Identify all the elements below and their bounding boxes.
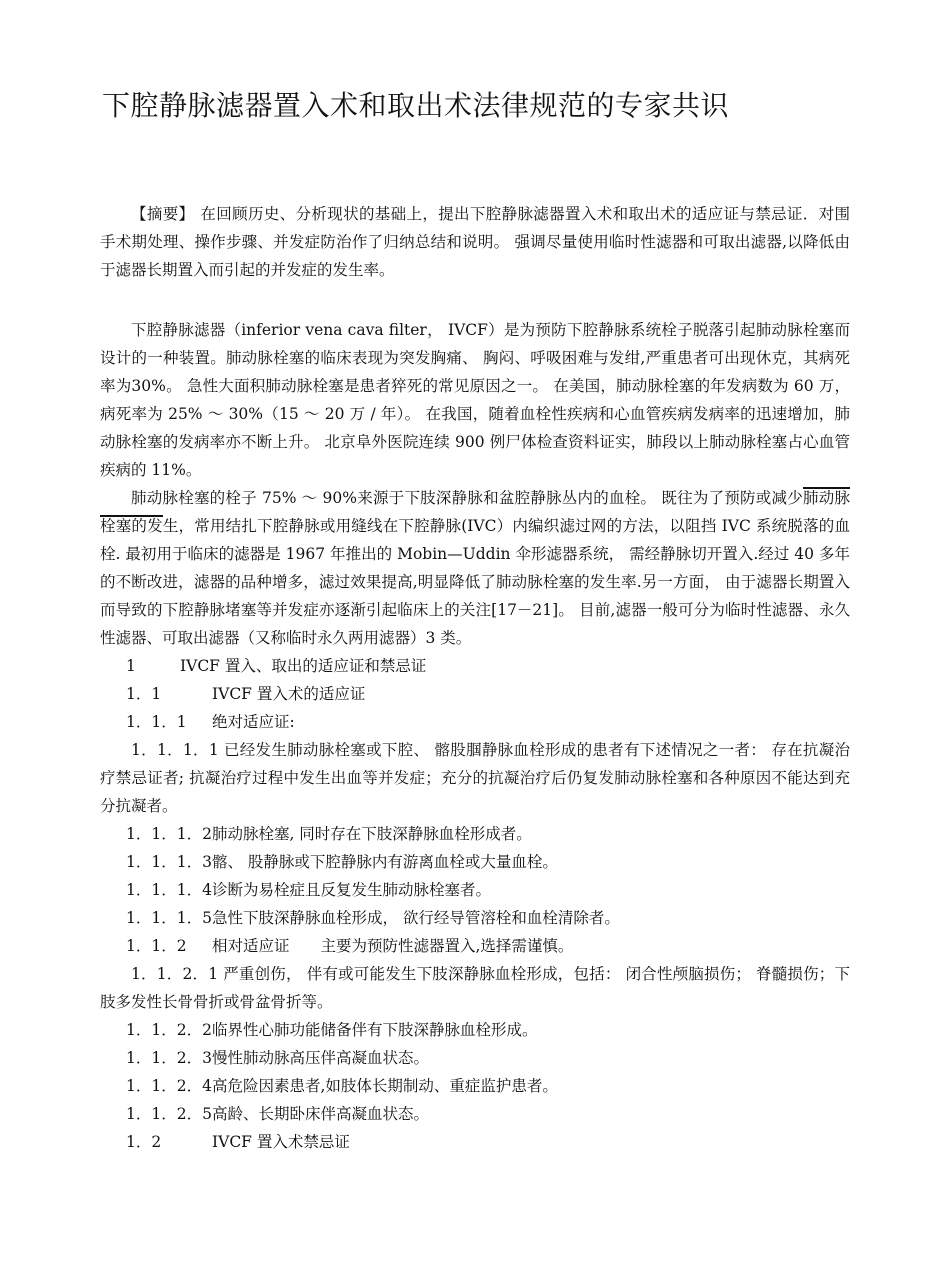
outline-item [100,708,850,736]
outline-item [100,960,850,1016]
section-text: 相对适应证 主要为预防性滤器置入,选择需谨慎。 [212,937,574,955]
section-text: IVCF 置入术的适应证 [212,685,366,703]
section-text: 诊断为易栓症且反复发生肺动脉栓塞者。 [211,881,491,899]
section-number: 1．1．1 [126,713,187,731]
outline-item [100,1044,850,1072]
second-paragraph-part1: 肺动脉栓塞的栓子 75% ～ 90%来源于下肢深静脉和盆腔静脉丛内的血栓。 既往为了预防或减少 [131,489,804,507]
outline-item [100,820,850,848]
section-number: 1．1．1．4 [126,881,212,899]
outline-item [100,1100,850,1128]
section-number: 1．1．1．3 [126,853,212,871]
section-number: 1．1．2．3 [126,1049,212,1067]
section-text: IVCF 置入、取出的适应证和禁忌证 [180,657,427,675]
section-number: 1．1 [126,685,162,703]
section-number: 1．2 [126,1133,162,1151]
section-text: 高危险因素患者,如肢体长期制动、重症监护患者。 [211,1077,558,1095]
section-number: 1．1．2．1 [131,965,219,983]
abstract-text: 在回顾历史、分析现状的基础上，提出下腔静脉滤器置入术和取出术的适应证与禁忌证．对围手术期处理、操作步骤、并发症防治作了归纳总结和说明。 强调尽量使用临时性滤器和可取出滤器,以降低由于滤器长期置入而引起的并发症的发生率。 [100,205,850,279]
section-number: 1．1．2．5 [126,1105,212,1123]
outline-item [100,652,850,680]
outline-item [100,1016,850,1044]
outline-item [100,680,850,708]
intro-paragraph: 下腔静脉滤器（inferior vena cava filter， IVCF）是为预防下腔静脉系统栓子脱落引起肺动脉栓塞而设计的一种装置。肺动脉栓塞的临床表现为突发胸痛、 胸闷、呼吸困难与发绀,严重患者可出现休克，其病死率为30%。 急性大面积肺动脉栓塞是患者猝死的常见原因之一。 在美国，肺动脉栓塞的年发病数为 60 万，病死率为 25% ～ 30%（15 ～ 20 万 / 年）。 在我国，随着血栓性疾病和心血管疾病发病率的迅速增加，肺动脉栓塞的发病率亦不断上升。 北京阜外医院连续 900 例尸体检查资料证实，肺段以上肺动脉栓塞占心血管疾病的 11%。 [100,321,850,479]
section-number: 1．1．2．4 [126,1077,212,1095]
section-text: 慢性肺动脉高压伴高凝血状态。 [211,1049,429,1067]
document-body [100,200,850,1156]
second-paragraph-part2: 生，常用结扎下腔静脉或用缝线在下腔静脉(IVC）内编织滤过网的方法，以阻挡 IVC 系统脱落的血栓. 最初用于临床的滤器是 1967 年推出的 Mobin—Uddin 伞形滤器系统， 需经静脉切开置入.经过 40 多年的不断改进，滤器的品种增多，滤过效果提高,明显降低了肺动脉栓塞的发生率.另一方面， 由于滤器长期置入而导致的下腔静脉堵塞等并发症亦逐渐引起临床上的关注[17－21]。 目前,滤器一般可分为临时性滤器、永久性滤器、可取出滤器（又称临时永久两用滤器）3 类。 [100,517,850,647]
outline-item [100,876,850,904]
section-text: 急性下肢深静脉血栓形成， 欲行经导管溶栓和血栓清除者。 [211,909,620,927]
outline-item [100,1072,850,1100]
section-number: 1．1．1．1 [131,741,219,759]
section-number: 1．1．1．5 [126,909,212,927]
outline-item [100,1128,850,1156]
section-text: 已经发生肺动脉栓塞或下腔、 髂股腘静脉血栓形成的患者有下述情况之一者： 存在抗凝治疗禁忌证者; 抗凝治疗过程中发生出血等并发症；充分的抗凝治疗后仍复发肺动脉栓塞和各种原因不能达到充分抗凝者。 [100,741,850,815]
document-title: 下腔静脉滤器置入术和取出术法律规范的专家共识 [102,89,730,122]
section-text: 严重创伤， 伴有或可能发生下肢深静脉血栓形成，包括： 闭合性颅脑损伤； 脊髓损伤；下肢多发性长骨骨折或骨盆骨折等。 [100,965,850,1011]
section-text: 临界性心肺功能储备伴有下肢深静脉血栓形成。 [211,1021,538,1039]
section-text: 髂、 股静脉或下腔静脉内有游离血栓或大量血栓。 [211,853,558,871]
section-number: 1．1．1．2 [126,825,212,843]
section-text: 绝对适应证: [212,713,295,731]
outline-item [100,848,850,876]
section-number: 1．1．2 [126,937,187,955]
section-text: 肺动脉栓塞, 同时存在下肢深静脉血栓形成者。 [211,825,532,843]
section-number: 1．1．2．2 [126,1021,212,1039]
outline-item [100,904,850,932]
section-number: 1 [126,657,136,675]
second-paragraph [100,484,850,652]
abstract-paragraph [100,200,850,284]
marked-text: 肺动脉栓塞的发 [100,489,850,535]
abstract-label: 【摘要】 [131,205,195,223]
section-text: IVCF 置入术禁忌证 [212,1133,350,1151]
outline-item [100,932,850,960]
section-text: 高龄、长期卧床伴高凝血状态。 [211,1105,429,1123]
outline-item [100,736,850,820]
